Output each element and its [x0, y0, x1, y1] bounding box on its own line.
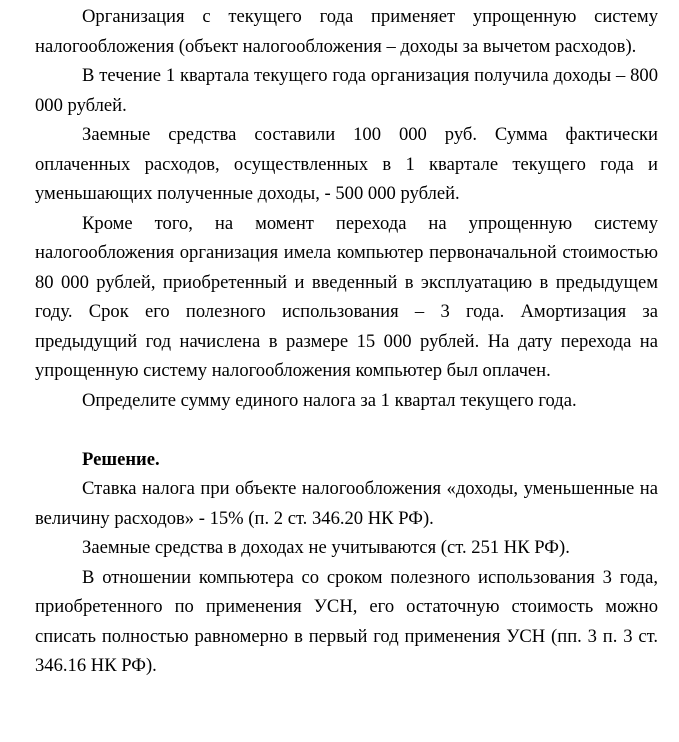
solution-paragraph: Ставка налога при объекте налогообложения «доходы, уменьшенные на величину расходов» - 15% (п. 2 ст. 346.20 НК РФ). [35, 478, 658, 529]
document-page [35, 2, 658, 681]
solution-heading: Решение. [82, 448, 160, 470]
problem-paragraph: В течение 1 квартала текущего года организация получила доходы – 800 000 рублей. [35, 65, 658, 116]
problem-question: Определите сумму единого налога за 1 квартал текущего года. [82, 389, 577, 411]
problem-paragraph: Кроме того, на момент перехода на упрощенную систему налогообложения организация имела компьютер первоначальной стоимостью 80 000 рублей, приобретенный и введенный в эксплуатацию в предыдущем году. Срок его полезного использования – 3 года. Амортизация за предыдущий год начислена в размере 15 000 рублей. На дату перехода на упрощенную систему налогообложения компьютер был оплачен. [35, 212, 658, 381]
problem-paragraph: Организация с текущего года применяет упрощенную систему налогообложения (объект налогообложения – доходы за вычетом расходов). [35, 6, 658, 57]
blank-line [35, 415, 658, 445]
solution-paragraph: В отношении компьютера со сроком полезного использования 3 года, приобретенного по применения УСН, его остаточную стоимость можно списать полностью равномерно в первый год применения УСН (пп. 3 п. 3 ст. 346.16 НК РФ). [35, 566, 658, 676]
solution-paragraph: Заемные средства в доходах не учитываются (ст. 251 НК РФ). [82, 537, 570, 558]
problem-paragraph: Заемные средства составили 100 000 руб. Сумма фактически оплаченных расходов, осуществленных в 1 квартале текущего года и уменьшающих полученные доходы, - 500 000 рублей. [35, 124, 658, 204]
